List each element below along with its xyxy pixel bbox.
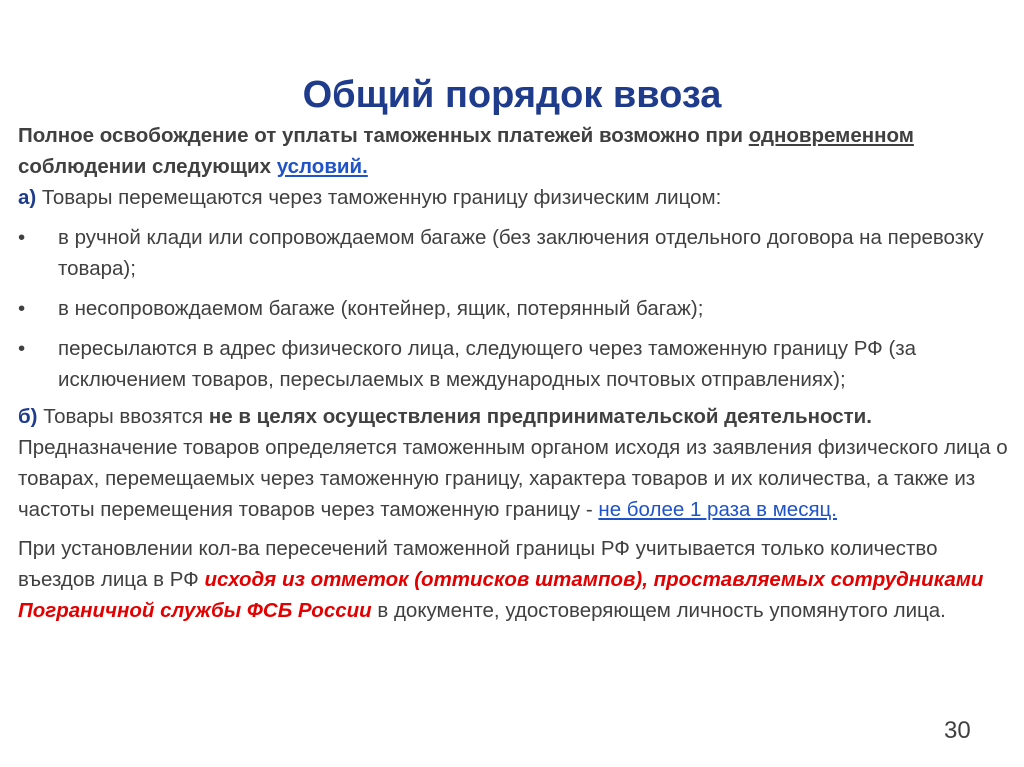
bullet-icon: •: [18, 226, 26, 249]
list-item: [18, 222, 1018, 284]
closing-emphasis: исходя из отметок (оттисков штампов), проставляемых сотрудниками Пограничной службы ФСБ России: [18, 568, 984, 622]
closing-lead: При установлении кол-ва пересечений таможенной границы РФ учитывается только количество въездов лица в РФ: [18, 537, 938, 591]
list-item: [18, 293, 1018, 324]
list-item-text: в несопровождаемом багаже (контейнер, ящик, потерянный багаж);: [58, 297, 704, 320]
closing-paragraph: [18, 533, 1018, 626]
section-b-label: б): [18, 405, 38, 428]
list-item: [18, 333, 1018, 395]
intro-line2: соблюдении следующих: [18, 155, 277, 178]
intro-underlined: одновременном: [748, 124, 914, 147]
intro-lead: Полное освобождение от уплаты таможенных платежей возможно при: [18, 124, 749, 147]
slide-content: [18, 120, 1018, 626]
section-a-label: а): [18, 186, 37, 209]
section-b-paragraph: [18, 401, 1018, 525]
page-number: 30: [944, 717, 971, 744]
slide-title: Общий порядок ввоза: [302, 74, 722, 116]
section-b-body: Предназначение товаров определяется таможенным органом исходя из заявления физического лица о товарах, перемещаемых через таможенную границу, характера товаров и их количества, а также из частоты перемещения товаров через таможенную границу -: [18, 436, 1008, 521]
conditions-link[interactable]: условий.: [276, 155, 368, 178]
list-item-text: пересылаются в адрес физического лица, следующего через таможенную границу РФ (за исключением товаров, пересылаемых в международных почтовых отправлениях);: [58, 337, 917, 391]
list-item-text: в ручной клади или сопровождаемом багаже (без заключения отдельного договора на перевозку товара);: [58, 226, 984, 280]
section-b-bold: не в целях осуществления предпринимательской деятельности.: [208, 405, 872, 428]
section-b-text: Товары ввозятся: [37, 405, 209, 428]
section-a-list: [18, 222, 1018, 395]
bullet-icon: •: [18, 337, 26, 360]
intro-paragraph: [18, 120, 1018, 182]
frequency-link[interactable]: не более 1 раза в месяц.: [598, 498, 837, 521]
section-a-heading: [18, 182, 1018, 213]
section-a-text: Товары перемещаются через таможенную границу физическим лицом:: [36, 186, 722, 209]
bullet-icon: •: [18, 297, 26, 320]
closing-tail: в документе, удостоверяющем личность упомянутого лица.: [371, 599, 946, 622]
